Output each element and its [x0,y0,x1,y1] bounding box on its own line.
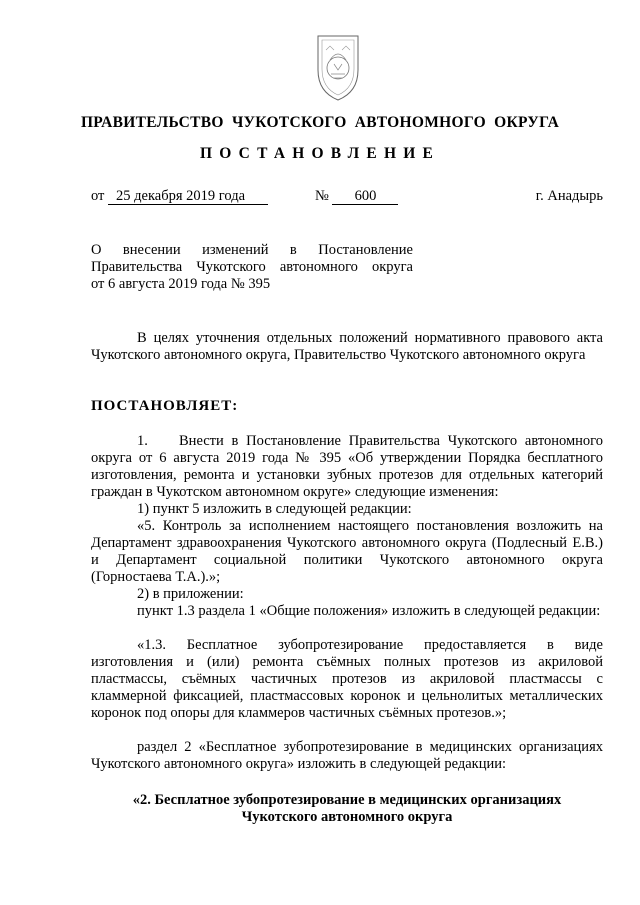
document-number [315,188,398,205]
section-title-line: Чукотского автономного округа [241,809,453,825]
preamble-paragraph: В целях уточнения отдельных положений нормативного правового акта Чукотского автономного округа, Правительство Чукотского автономного округа [91,330,603,363]
document-city: г. Анадырь [535,188,603,204]
document-subject [91,242,413,293]
document-date [91,188,268,205]
section-2-intro: раздел 2 «Бесплатное зубопротезирование в медицинских организациях Чукотского автономного округа» изложить в следующей редакции: [91,739,603,772]
point-1-3-intro: пункт 1.3 раздела 1 «Общие положения» изложить в следующей редакции: [137,603,601,619]
organization-title: ПРАВИТЕЛЬСТВО ЧУКОТСКОГО АВТОНОМНОГО ОКРУГА [80,114,560,131]
subject-line: Правительства Чукотского автономного округа [91,259,413,275]
coat-of-arms-emblem [310,30,366,104]
item-1-paragraph: 1. Внести в Постановление Правительства Чукотского автономного округа от 6 августа 2019 года № 395 «Об утверждении Порядка бесплатного изготовления, ремонта и установки зубных протезов для отдельных категорий граждан в Чукотском автономном округе» следующие изменения: [91,433,607,500]
quote-item-5: «5. Контроль за исполнением настоящего постановления возложить на Департамент здравоохранения Чукотского автономного округа (Подлесный Е.В.) и Департамент социальной политики Чукотского автономного округа (Горностаева Т.А.).»; [91,518,603,585]
number-prefix: № [315,188,329,204]
document-type-title: ПОСТАНОВЛЕНИЕ [199,145,441,162]
point-1-3-text: «1.3. Бесплатное зубопротезирование предоставляется в виде изготовления и (или) ремонта съёмных полных протезов из акриловой пластмассы, съёмных частичных протезов из акриловой пластмассы с кламмерной фиксацией, пластмассовых коронок и цельнолитых металлических коронок под опоры для кламмеров частичных съёмных протезов.»; [91,637,603,721]
subject-line: от 6 августа 2019 года № 395 [91,276,271,292]
resolves-heading: ПОСТАНОВЛЯЕТ: [91,398,239,414]
subject-line: О внесении изменений в Постановление [91,242,413,258]
section-2-title [91,792,603,826]
date-prefix: от [91,188,105,204]
section-title-line: «2. Бесплатное зубопротезирование в медицинских организациях [132,792,562,808]
date-value: 25 декабря 2019 года [108,189,268,205]
sub-item-1: 1) пункт 5 изложить в следующей редакции: [137,501,412,517]
number-value: 600 [332,189,398,205]
sub-item-2: 2) в приложении: [137,586,244,602]
